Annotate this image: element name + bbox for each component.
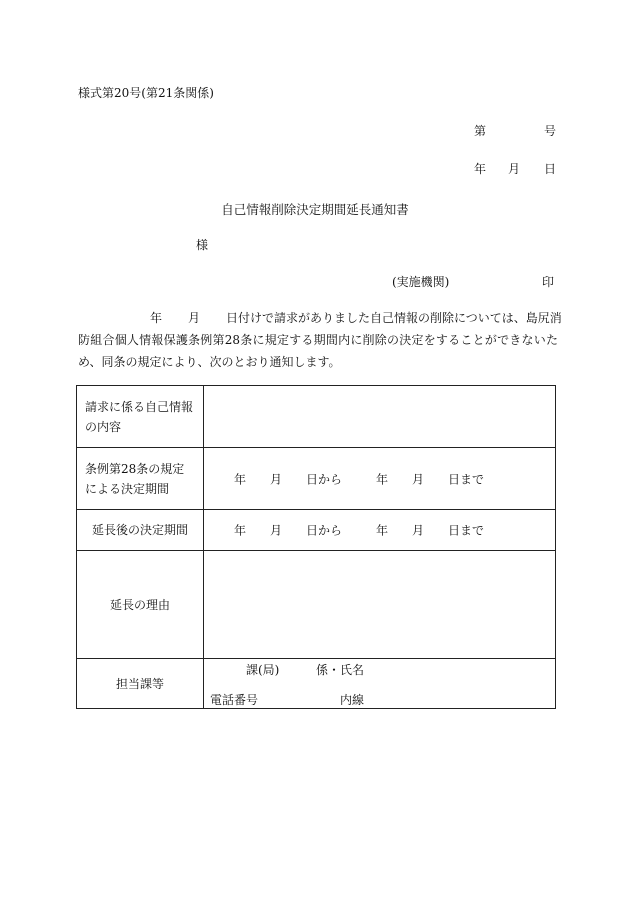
table-row-extension-reason <box>77 551 556 659</box>
value-extension-reason <box>204 551 556 659</box>
table-row-request-content <box>77 386 556 448</box>
addressee: 様 <box>196 238 209 252</box>
seal-mark: 印 <box>542 275 555 289</box>
notice-table <box>76 385 556 709</box>
label-request-content: 請求に係る自己情報の内容 <box>77 386 204 448</box>
date-year: 年 <box>474 162 487 176</box>
doc-number-prefix: 第 <box>474 124 487 138</box>
body-line-3: め、同条の規定により、次のとおり通知します。 <box>78 355 341 369</box>
body-line-2: 防組合個人情報保護条例第28条に規定する期間内に削除の決定をすることができないた <box>78 333 558 347</box>
agency-label: (実施機関) <box>392 275 450 289</box>
staff-name-label: 係・氏名 <box>316 663 365 677</box>
document-title: 自己情報削除決定期間延長通知書 <box>221 202 409 217</box>
table-row-department <box>77 659 556 709</box>
value-request-content <box>204 386 556 448</box>
form-number: 様式第20号(第21条関係) <box>78 86 214 100</box>
doc-number-suffix: 号 <box>543 124 556 138</box>
value-department <box>204 659 556 709</box>
extension-label: 内線 <box>340 693 365 707</box>
phone-label: 電話番号 <box>210 693 259 707</box>
label-extension-reason: 延長の理由 <box>77 551 204 659</box>
label-decision-period: 条例第28条の規定による決定期間 <box>77 448 204 510</box>
label-extended-period: 延長後の決定期間 <box>77 510 204 551</box>
table-row-extended-period <box>77 510 556 551</box>
body-line-1: 年 月 日付けで請求がありました自己情報の削除については、島尻消 <box>150 311 562 325</box>
value-decision-period: 年 月 日から 年 月 日まで <box>204 448 556 510</box>
label-department: 担当課等 <box>77 659 204 709</box>
table-row-decision-period <box>77 448 556 510</box>
date-month: 月 <box>508 162 521 176</box>
notice-body <box>78 307 562 373</box>
date-day: 日 <box>543 162 556 176</box>
section-label: 課(局) <box>246 663 280 677</box>
value-extended-period: 年 月 日から 年 月 日まで <box>204 510 556 551</box>
